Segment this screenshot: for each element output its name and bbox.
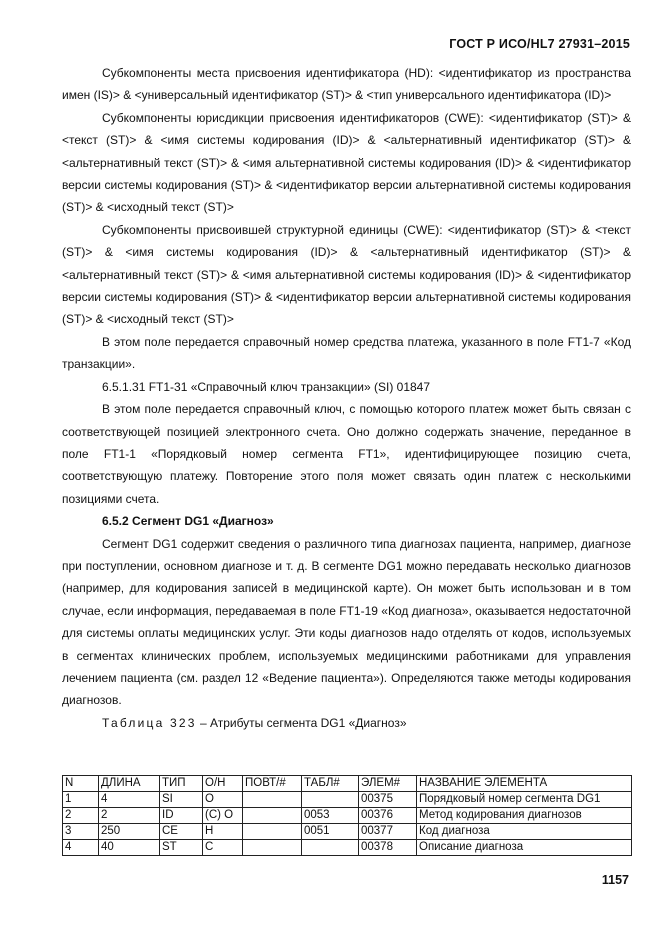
table-header-cell: ДЛИНА — [99, 776, 160, 792]
table-cell — [243, 840, 302, 856]
table-cell — [243, 808, 302, 824]
table-cell: CE — [160, 824, 203, 840]
table-cell — [243, 792, 302, 808]
table-cell: (С) О — [203, 808, 243, 824]
table-cell — [302, 840, 359, 856]
table-cell: 00376 — [359, 808, 417, 824]
table-cell: 00375 — [359, 792, 417, 808]
table-cell: 0053 — [302, 808, 359, 824]
table-cell: Код диагноза — [417, 824, 632, 840]
table-header-cell: ЭЛЕМ# — [359, 776, 417, 792]
table-cell: 0051 — [302, 824, 359, 840]
table-header-row — [63, 776, 632, 792]
table-row — [63, 808, 632, 824]
table-cell: Метод кодирования диагнозов — [417, 808, 632, 824]
table-cell — [302, 792, 359, 808]
paragraph-payment-reference: В этом поле передается справочный номер средства платежа, указанного в поле FT1-7 «Код транзакции». — [62, 334, 631, 372]
table-caption-label: Таблица 323 — [102, 715, 197, 730]
table-header-cell: НАЗВАНИЕ ЭЛЕМЕНТА — [417, 776, 632, 792]
table-cell: ID — [160, 808, 203, 824]
paragraph-cwe-jurisdiction: Субкомпоненты юрисдикции присвоения идентификаторов (CWE): <идентификатор (ST)> & <текст (ST)> & <имя системы кодирования (ID)> & <альтернативный идентификатор (ST)> & <альтернативный текст (ST)> & <имя альтернативной системы кодирования (ID)> & <идентификатор версии системы кодирования (ST)> & <идентификатор версии альтернативной системы кодирования (ST)> & <исходный текст (ST)> — [62, 110, 631, 215]
table-cell: 40 — [99, 840, 160, 856]
table-cell: 4 — [99, 792, 160, 808]
section-ft1-31-title: 6.5.1.31 FT1-31 «Справочный ключ транзакции» (SI) 01847 — [102, 379, 431, 394]
paragraph-ft1-31-description: В этом поле передается справочный ключ, с помощью которого платеж может быть связан с соответствующей позицией электронного счета. Оно должно содержать значение, переданное в поле FT1-1 «Порядковый номер сегмента FT1», идентифицирующее позицию счета, соответствующую платежу. Повторение этого поля может связать один платеж с несколькими позициями счета. — [62, 402, 631, 506]
table-cell: O — [203, 792, 243, 808]
table-cell: Описание диагноза — [417, 840, 632, 856]
table-cell: 2 — [99, 808, 160, 824]
table-header-cell: ТИП — [160, 776, 203, 792]
table-cell: 250 — [99, 824, 160, 840]
table-cell: 4 — [63, 840, 99, 856]
table-cell: Порядковый номер сегмента DG1 — [417, 792, 632, 808]
paragraph-dg1-description: Сегмент DG1 содержит сведения о различного типа диагнозах пациента, например, диагнозе при поступлении, основном диагнозе и т. д. В сегменте DG1 можно передавать несколько диагнозов (например, для кодирования записей в медицинской карте). Он может быть использован и в том случае, если информация, передаваемая в поле FT1-19 «Код диагноза», оказывается недостаточной для системы оплаты медицинских услуг. Эти коды диагнозов надо отделять от кодов, используемых в сегментах клинических проблем, используемых медицинскими работниками для управления лечением пациента (см. раздел 12 «Ведение пациента»). Определяются также методы кодирования диагнозов. — [62, 536, 631, 708]
document-body — [62, 62, 631, 734]
document-header: ГОСТ Р ИСО/HL7 27931–2015 — [449, 37, 630, 51]
table-cell: ST — [160, 840, 203, 856]
table-header-cell: ПОВТ/# — [243, 776, 302, 792]
table-caption-text: – Атрибуты сегмента DG1 «Диагноз» — [199, 715, 407, 730]
table-cell: 2 — [63, 808, 99, 824]
table-cell: C — [203, 840, 243, 856]
paragraph-hd-subcomponents: Субкомпоненты места присвоения идентификатора (HD): <идентификатор из пространства имен (IS)> & <универсальный идентификатор (ST)> & <тип универсального идентификатора (ID)> — [62, 66, 631, 103]
table-cell: SI — [160, 792, 203, 808]
table-cell: H — [203, 824, 243, 840]
table-header-cell: ТАБЛ# — [302, 776, 359, 792]
section-dg1-heading: 6.5.2 Сегмент DG1 «Диагноз» — [102, 514, 274, 529]
table-header-cell: N — [63, 776, 99, 792]
table-row — [63, 792, 632, 808]
table-cell: 3 — [63, 824, 99, 840]
page-number: 1157 — [601, 873, 629, 887]
dg1-attributes-table — [62, 775, 632, 856]
paragraph-cwe-unit: Субкомпоненты присвоившей структурной единицы (CWE): <идентификатор (ST)> & <текст (ST)> & <имя системы кодирования (ID)> & <альтернативный идентификатор (ST)> & <альтернативный текст (ST)> & <имя альтернативной системы кодирования (ID)> & <идентификатор версии системы кодирования (ST)> & <идентификатор версии альтернативной системы кодирования (ST)> & <исходный текст (ST)> — [62, 222, 631, 327]
table-cell: 1 — [63, 792, 99, 808]
table-caption — [62, 712, 631, 734]
table-cell — [243, 824, 302, 840]
table-header-cell: О/Н — [203, 776, 243, 792]
table-row — [63, 824, 632, 840]
table-cell: 00378 — [359, 840, 417, 856]
table-row — [63, 840, 632, 856]
table-cell: 00377 — [359, 824, 417, 840]
